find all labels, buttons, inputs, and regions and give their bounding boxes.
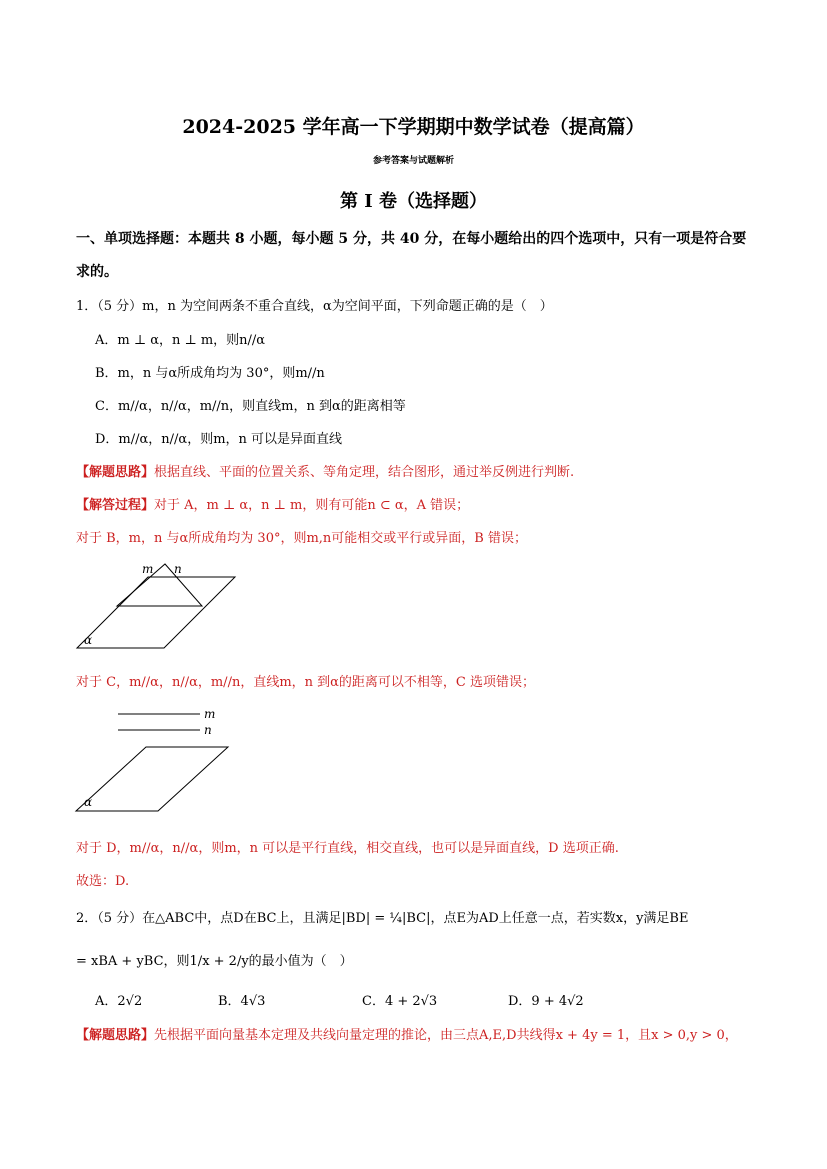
q2-option-b: B．4√3 <box>218 994 266 1009</box>
volume-heading: 第 I 卷（选择题） <box>340 191 487 212</box>
plane-alpha <box>77 577 235 648</box>
fig1-label-alpha: α <box>84 633 93 647</box>
q1-option-c: C．m//α，n//α，m//n，则直线m，n 到α的距离相等 <box>95 399 406 414</box>
page-subtitle: 参考答案与试题解析 <box>372 156 454 166</box>
q1-process <box>76 494 469 513</box>
q2-option-d: D．9 + 4√2 <box>508 994 584 1009</box>
page-title: 2024-2025 学年高一下学期期中数学试卷（提高篇） <box>182 116 645 138</box>
q1-answer: 故选：D. <box>76 874 130 889</box>
q1-stem: 1．（5 分）m，n 为空间两条不重合直线，α为空间平面，下列命题正确的是（ ） <box>76 299 553 314</box>
q2-idea-text: 先根据平面向量基本定理及共线向量定理的推论，由三点A,E,D共线得x + 4y = 1，且x > 0,y > 0， <box>154 1028 738 1043</box>
q1-line-c: 对于 C，m//α，n//α，m//n，直线m，n 到α的距离可以不相等，C 选项错误； <box>76 675 536 690</box>
q2-stem-line2: = xBA + yBC，则1/x + 2/y的最小值为（ ） <box>76 954 353 969</box>
plane-alpha-2 <box>76 747 228 811</box>
process-text: 对于 A，m ⊥ α，n ⊥ m，则有可能n ⊂ α，A 错误； <box>154 498 470 513</box>
section-heading-line2: 求的。 <box>76 264 118 280</box>
q1-line-d: 对于 D，m//α，n//α，则m，n 可以是平行直线，相交直线，也可以是异面直线，D 选项正确. <box>76 841 619 856</box>
q2-idea-tag: 【解题思路】 <box>76 1028 155 1043</box>
fig2-label-m: m <box>204 707 216 721</box>
figure-plane-parallel <box>70 702 245 814</box>
figure-plane-triangle <box>70 558 245 653</box>
section-heading-line1: 一、单项选择题：本题共 8 小题，每小题 5 分，共 40 分，在每小题给出的四个选项中，只有一项是符合要 <box>76 231 747 247</box>
idea-tag: 【解题思路】 <box>76 465 155 480</box>
q2-option-c: C．4 + 2√3 <box>362 994 438 1009</box>
q1-idea <box>76 461 574 480</box>
q1-option-b: B．m，n 与α所成角均为 30°，则m//n <box>95 366 325 381</box>
fig2-label-n: n <box>204 723 212 737</box>
fig1-label-m: m <box>142 562 154 576</box>
idea-text: 根据直线、平面的位置关系、等角定理，结合图形，通过举反例进行判断. <box>154 465 575 480</box>
q1-line-b: 对于 B，m，n 与α所成角均为 30°，则m,n可能相交或平行或异面，B 错误； <box>76 531 527 546</box>
triangle <box>117 564 202 606</box>
q1-option-d: D．m//α，n//α，则m，n 可以是异面直线 <box>95 432 343 447</box>
process-tag: 【解答过程】 <box>76 498 155 513</box>
q2-idea <box>76 1024 738 1043</box>
q2-stem-line1: 2．（5 分）在△ABC中，点D在BC上，且满足|BD| = ¼|BC|，点E为AD上任意一点，若实数x，y满足BE <box>76 911 689 926</box>
q2-option-a: A．2√2 <box>95 994 143 1009</box>
fig1-label-n: n <box>174 562 182 576</box>
q1-option-a: A．m ⊥ α，n ⊥ m，则n//α <box>95 333 266 348</box>
fig2-label-alpha: α <box>84 795 93 809</box>
